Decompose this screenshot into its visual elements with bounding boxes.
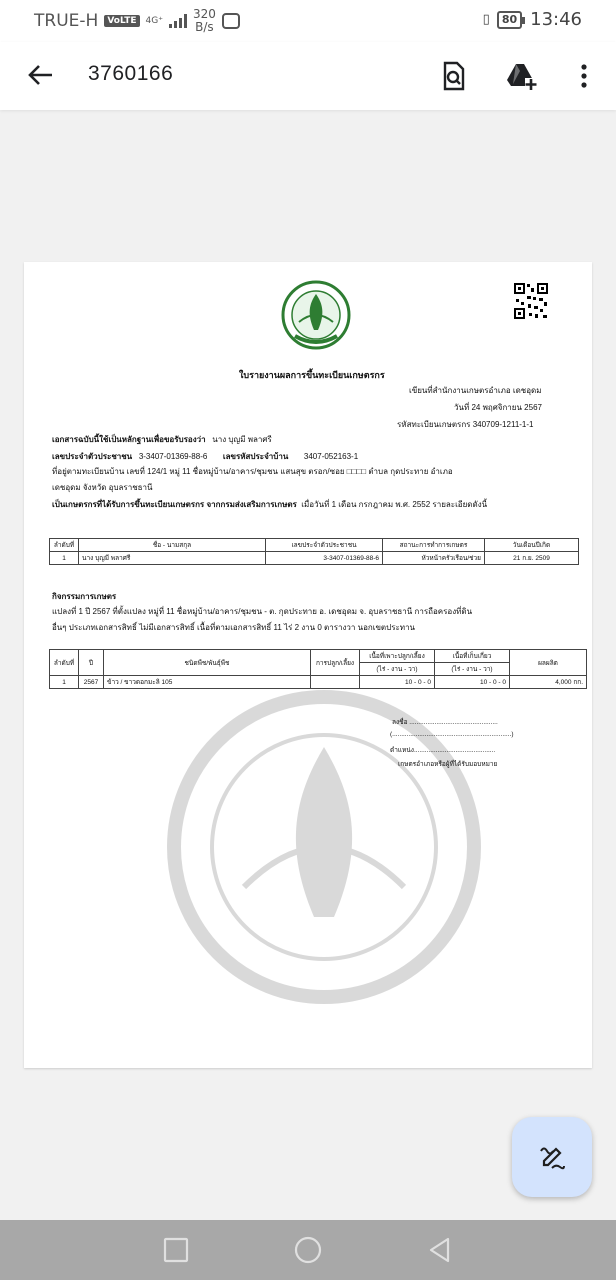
id-value: 3-3407-01369-88-6	[138, 452, 208, 461]
document-page	[24, 262, 592, 1068]
status-left	[34, 8, 240, 34]
cell: 21 ก.ย. 2509	[485, 552, 579, 565]
doc-title: ใบรายงานผลการขึ้นทะเบียนเกษตรกร	[239, 370, 385, 380]
date-line: วันที่ 24 พฤศจิกายน 2567	[454, 403, 542, 412]
net-speed-unit: B/s	[195, 20, 214, 34]
registered-bold: เป็นเกษตรกรที่ได้รับการขึ้นทะเบียนเกษตรกร จากกรมส่งเสริมการเกษตร	[52, 500, 297, 509]
certify-name: นาง บุญมี พลาศรี	[212, 435, 272, 444]
cell: 1	[50, 676, 79, 689]
header-cell: ชื่อ - นามสกุล	[79, 539, 266, 552]
header-cell: เนื้อที่เก็บเกี่ยว	[435, 650, 510, 663]
volte-badge: VoLTE	[104, 15, 139, 27]
header-cell: ลำดับที่	[50, 650, 79, 676]
subheader-cell: (ไร่ - งาน - วา)	[435, 663, 510, 676]
battery-icon: 80	[497, 11, 522, 29]
member-table	[49, 538, 579, 565]
address-line-2: เดชอุดม จังหวัด อุบลราชธานี	[52, 483, 153, 492]
signal-icon	[169, 14, 187, 28]
officer-note: เกษตรอำเภอหรือผู้ที่ได้รับมอบหมาย	[398, 761, 498, 768]
position-line: ตำแหน่ง.............................................	[390, 747, 496, 754]
plot-line-1: แปลงที่ 1 ปี 2567 ที่ตั้งแปลง หมู่ที่ 11 ชื่อหมู่บ้าน/อาคาร/ชุมชน - ต. กุดประทาย อ. เดชอุดม จ. อุบลราชธานี การถือครองที่ดิน	[52, 607, 473, 616]
status-bar	[0, 0, 616, 42]
document-title: 3760166	[88, 62, 174, 85]
header-cell: สถานะการทำการเกษตร	[383, 539, 485, 552]
cell: 3-3407-01369-88-6	[266, 552, 383, 565]
cell: นาง บุญมี พลาศรี	[79, 552, 266, 565]
back-icon[interactable]	[425, 1235, 455, 1265]
address-line-1: ที่อยู่ตามทะเบียนบ้าน เลขที่ 124/1 หมู่ 11 ชื่อหมู่บ้าน/อาคาร/ชุมชน แสนสุข ตรอก/ซอย □□□□ ตำบล กุดประทาย อำเภอ	[52, 467, 453, 476]
status-right	[483, 9, 582, 30]
header-cell: เลขประจำตัวประชาชน	[266, 539, 383, 552]
cell: 4,000 กก.	[510, 676, 587, 689]
qr-code-icon	[513, 282, 549, 320]
subheader-cell: (ไร่ - งาน - วา)	[360, 663, 435, 676]
header-cell: ปี	[79, 650, 104, 676]
header-cell: เนื้อที่เพาะปลูก/เลี้ยง	[360, 650, 435, 663]
header-cell: วันเดือนปีเกิด	[485, 539, 579, 552]
activity-heading: กิจกรรมการเกษตร	[52, 592, 117, 601]
cell	[311, 676, 360, 689]
registered-line	[52, 498, 487, 511]
header-cell: ชนิดพืช/พันธุ์พืช	[104, 650, 311, 676]
cell: หัวหน้าครัวเรือน/ช่วย	[383, 552, 485, 565]
member-table-header	[50, 539, 579, 552]
app-notification-icon	[222, 13, 240, 29]
vibrate-icon: ▯	[482, 12, 489, 27]
cell: 1	[50, 552, 79, 565]
home-icon[interactable]	[293, 1235, 323, 1265]
seal-watermark-icon	[164, 687, 484, 1067]
id-label: เลขประจำตัวประชาชน	[52, 452, 133, 461]
search-document-icon[interactable]	[437, 60, 469, 92]
edit-fab-button[interactable]	[512, 1117, 592, 1197]
crop-table	[49, 649, 587, 689]
registered-rest: เมื่อวันที่ 1 เดือน กรกฎาคม พ.ศ. 2552 รายละเอียดดังนี้	[301, 500, 488, 509]
back-arrow-icon[interactable]	[26, 60, 56, 90]
header-cell: การปลูก/เลี้ยง	[311, 650, 360, 676]
certify-label: เอกสารฉบับนี้ใช้เป็นหลักฐานเพื่อขอรับรองว่า	[52, 435, 206, 444]
sign-paren: (..................................................................)	[390, 731, 514, 738]
edit-pen-icon	[538, 1143, 566, 1171]
header-cell: ลำดับที่	[50, 539, 79, 552]
id-line	[52, 450, 358, 463]
cell: 2567	[79, 676, 104, 689]
network-type: 4G⁺	[145, 15, 163, 26]
clock: 13:46	[530, 9, 582, 30]
certify-line	[52, 433, 272, 446]
recent-apps-icon[interactable]	[161, 1235, 191, 1265]
net-speed	[193, 8, 216, 34]
cell: 10 - 0 - 0	[360, 676, 435, 689]
app-toolbar	[0, 42, 616, 110]
header-cell: ผลผลิต	[510, 650, 587, 676]
house-label: เลขรหัสประจำบ้าน	[222, 452, 289, 461]
table-row	[50, 676, 587, 689]
reg-code-line: รหัสทะเบียนเกษตรกร 340709-1211-1-1	[397, 420, 534, 429]
more-vert-icon[interactable]	[568, 60, 600, 92]
office-line: เขียนที่สำนักงานเกษตรอำเภอ เดชอุดม	[409, 386, 542, 395]
system-navbar	[0, 1220, 616, 1280]
net-speed-value: 320	[192, 7, 216, 21]
carrier-label: TRUE-H	[34, 11, 99, 31]
sign-line: ลงชื่อ .................................................	[392, 719, 498, 726]
department-seal-icon	[281, 280, 351, 350]
drive-add-icon[interactable]	[505, 60, 537, 92]
cell: 10 - 0 - 0	[435, 676, 510, 689]
house-value: 3407-052163-1	[303, 452, 359, 461]
plot-line-2: อื่นๆ ประเภทเอกสารสิทธิ์ ไม่มีเอกสารสิทธิ์ เนื้อที่ตามเอกสารสิทธิ์ 11 ไร่ 2 งาน 0 ตารางวา นอกเขตประทาน	[52, 623, 416, 632]
crop-table-header	[50, 650, 587, 663]
cell: ข้าว / ขาวดอกมะลิ 105	[104, 676, 311, 689]
table-row	[50, 552, 579, 565]
